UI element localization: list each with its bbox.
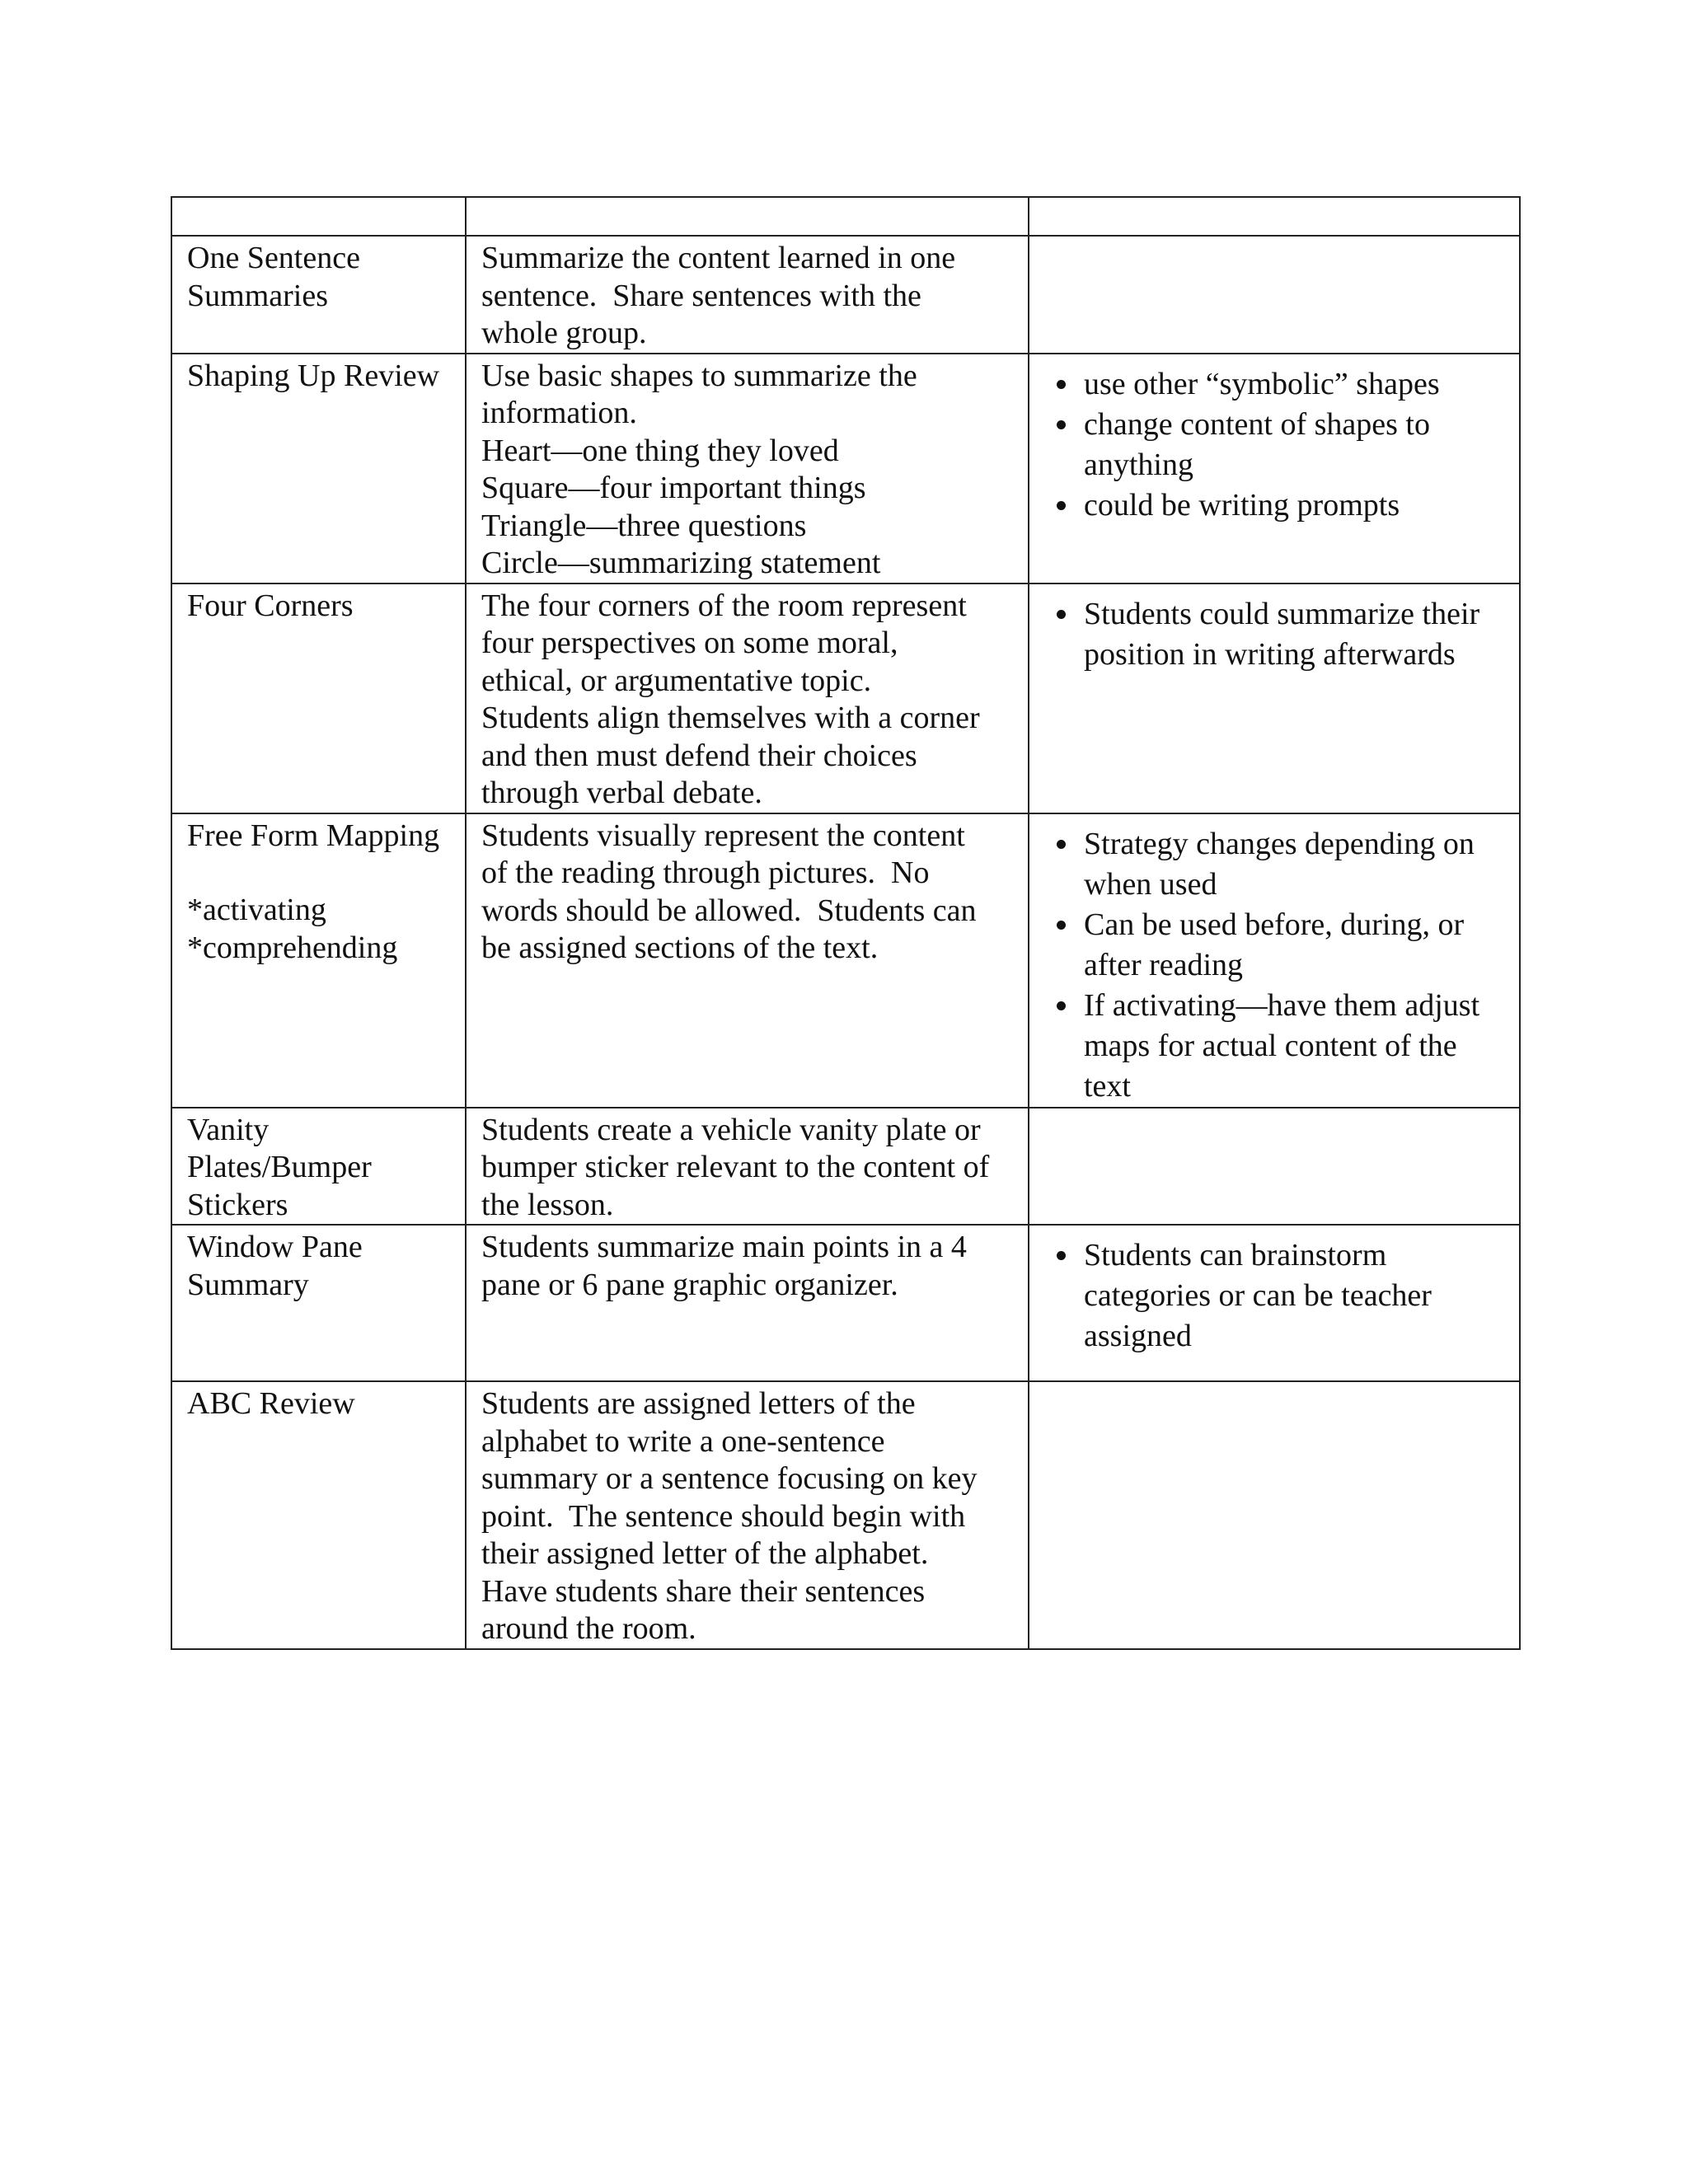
description-line: Square—four important things [481,471,866,505]
strategy-name-line: Summaries [187,278,328,313]
table-body [171,197,1520,1649]
strategy-name-line: Summary [187,1267,309,1302]
strategy-description-cell [466,583,1029,813]
description-line: the lesson. [481,1187,614,1222]
description-line: Summarize the content learned in one [481,241,956,275]
strategy-notes-cell [1029,354,1520,583]
strategy-description-cell [466,813,1029,1108]
strategy-name-cell [171,813,466,1108]
table-row-shaping-up-review [171,354,1520,583]
description-line: around the room. [481,1611,696,1646]
description-line: Students visually represent the content [481,818,965,853]
strategy-notes-cell [1029,583,1520,813]
strategy-name-line [187,855,450,892]
description-line: bumper sticker relevant to the content of [481,1150,990,1184]
description-line: sentence. Share sentences with the [481,278,921,313]
description-line: alphabet to write a one-sentence [481,1423,885,1459]
strategy-name-cell [171,583,466,813]
notes-bullet-list [1044,364,1504,526]
description-line: point. The sentence should begin with [481,1498,966,1534]
notes-bullet-list [1044,594,1504,675]
table-row-vanity-plates [171,1108,1520,1226]
strategy-name-line: One Sentence [187,241,360,275]
notes-bullet-list [1044,824,1504,1107]
header-row [171,197,1520,236]
strategy-name-line: Shaping Up Review [187,358,440,393]
strategy-notes-cell [1029,1108,1520,1226]
strategy-description-cell [466,354,1029,583]
notes-bullet-item: • could be writing prompts [1081,485,1504,526]
description-line: Use basic shapes to summarize the [481,358,917,393]
description-line: Students are assigned letters of the [481,1386,916,1421]
description-line: Students align themselves with a corner [481,701,980,735]
strategy-name-line: *activating [187,893,326,927]
description-line: four perspectives on some moral, [481,626,898,660]
strategy-name-line: *comprehending [187,930,398,965]
description-line: information. [481,396,637,430]
description-line: ethical, or argumentative topic. [481,663,872,698]
description-line: whole group. [481,316,647,350]
notes-bullet-item: • change content of shapes to anything [1081,405,1504,485]
strategy-name-line: Vanity [187,1112,270,1147]
notes-bullet-list [1044,1235,1504,1357]
strategy-description-cell [466,1381,1029,1649]
strategy-notes-cell [1029,813,1520,1108]
table-row-window-pane-summary [171,1225,1520,1381]
strategy-name-cell [171,354,466,583]
description-line: be assigned sections of the text. [481,930,879,965]
notes-bullet-item: • Students could summarize their position in writing afterwards [1081,594,1504,675]
notes-bullet-item: • Students can brainstorm categories or can be teacher assigned [1081,1235,1504,1357]
table-row-one-sentence-summaries [171,236,1520,354]
description-line: Have students share their sentences [481,1573,926,1609]
strategy-notes-cell [1029,1381,1520,1649]
description-line: summary or a sentence focusing on key [481,1461,978,1496]
strategy-name-line: Four Corners [187,588,354,623]
strategy-name-cell [171,236,466,354]
header-cell-description [466,197,1029,236]
table-row-abc-review [171,1381,1520,1649]
strategy-name-line: Free Form Mapping [187,818,440,853]
table-row-four-corners [171,583,1520,813]
notes-bullet-item: • Strategy changes depending on when used [1081,824,1504,905]
description-line: Heart—one thing they loved [481,433,839,468]
strategies-table [171,196,1521,1650]
header-cell-notes [1029,197,1520,236]
strategy-notes-cell [1029,1225,1520,1381]
strategy-notes-cell [1029,236,1520,354]
description-line: through verbal debate. [481,776,762,810]
strategy-name-line: Window Pane [187,1230,363,1264]
description-line: The four corners of the room represent [481,588,967,623]
strategy-description-cell [466,1225,1029,1381]
strategy-description-cell [466,236,1029,354]
notes-bullet-item: • use other “symbolic” shapes [1081,364,1504,405]
strategy-name-cell [171,1225,466,1381]
strategy-name-line: Stickers [187,1187,288,1222]
notes-bullet-item: • If activating—have them adjust maps for actual content of the text [1081,986,1504,1107]
strategy-description-cell [466,1108,1029,1226]
description-line: pane or 6 pane graphic organizer. [481,1267,898,1302]
description-line: Students create a vehicle vanity plate or [481,1112,981,1147]
description-line: Students summarize main points in a 4 [481,1230,967,1264]
description-line: and then must defend their choices [481,738,917,773]
table-row-free-form-mapping [171,813,1520,1108]
description-line: their assigned letter of the alphabet. [481,1536,929,1571]
header-cell-strategy [171,197,466,236]
description-line: Circle—summarizing statement [481,546,881,580]
description-line: of the reading through pictures. No [481,855,930,890]
strategy-name-line: ABC Review [187,1386,355,1421]
strategy-name-line: Plates/Bumper [187,1150,372,1184]
description-line: Triangle—three questions [481,508,807,543]
description-line: words should be allowed. Students can [481,893,977,928]
strategy-name-cell [171,1108,466,1226]
notes-bullet-item: • Can be used before, during, or after reading [1081,905,1504,986]
strategy-name-cell [171,1381,466,1649]
